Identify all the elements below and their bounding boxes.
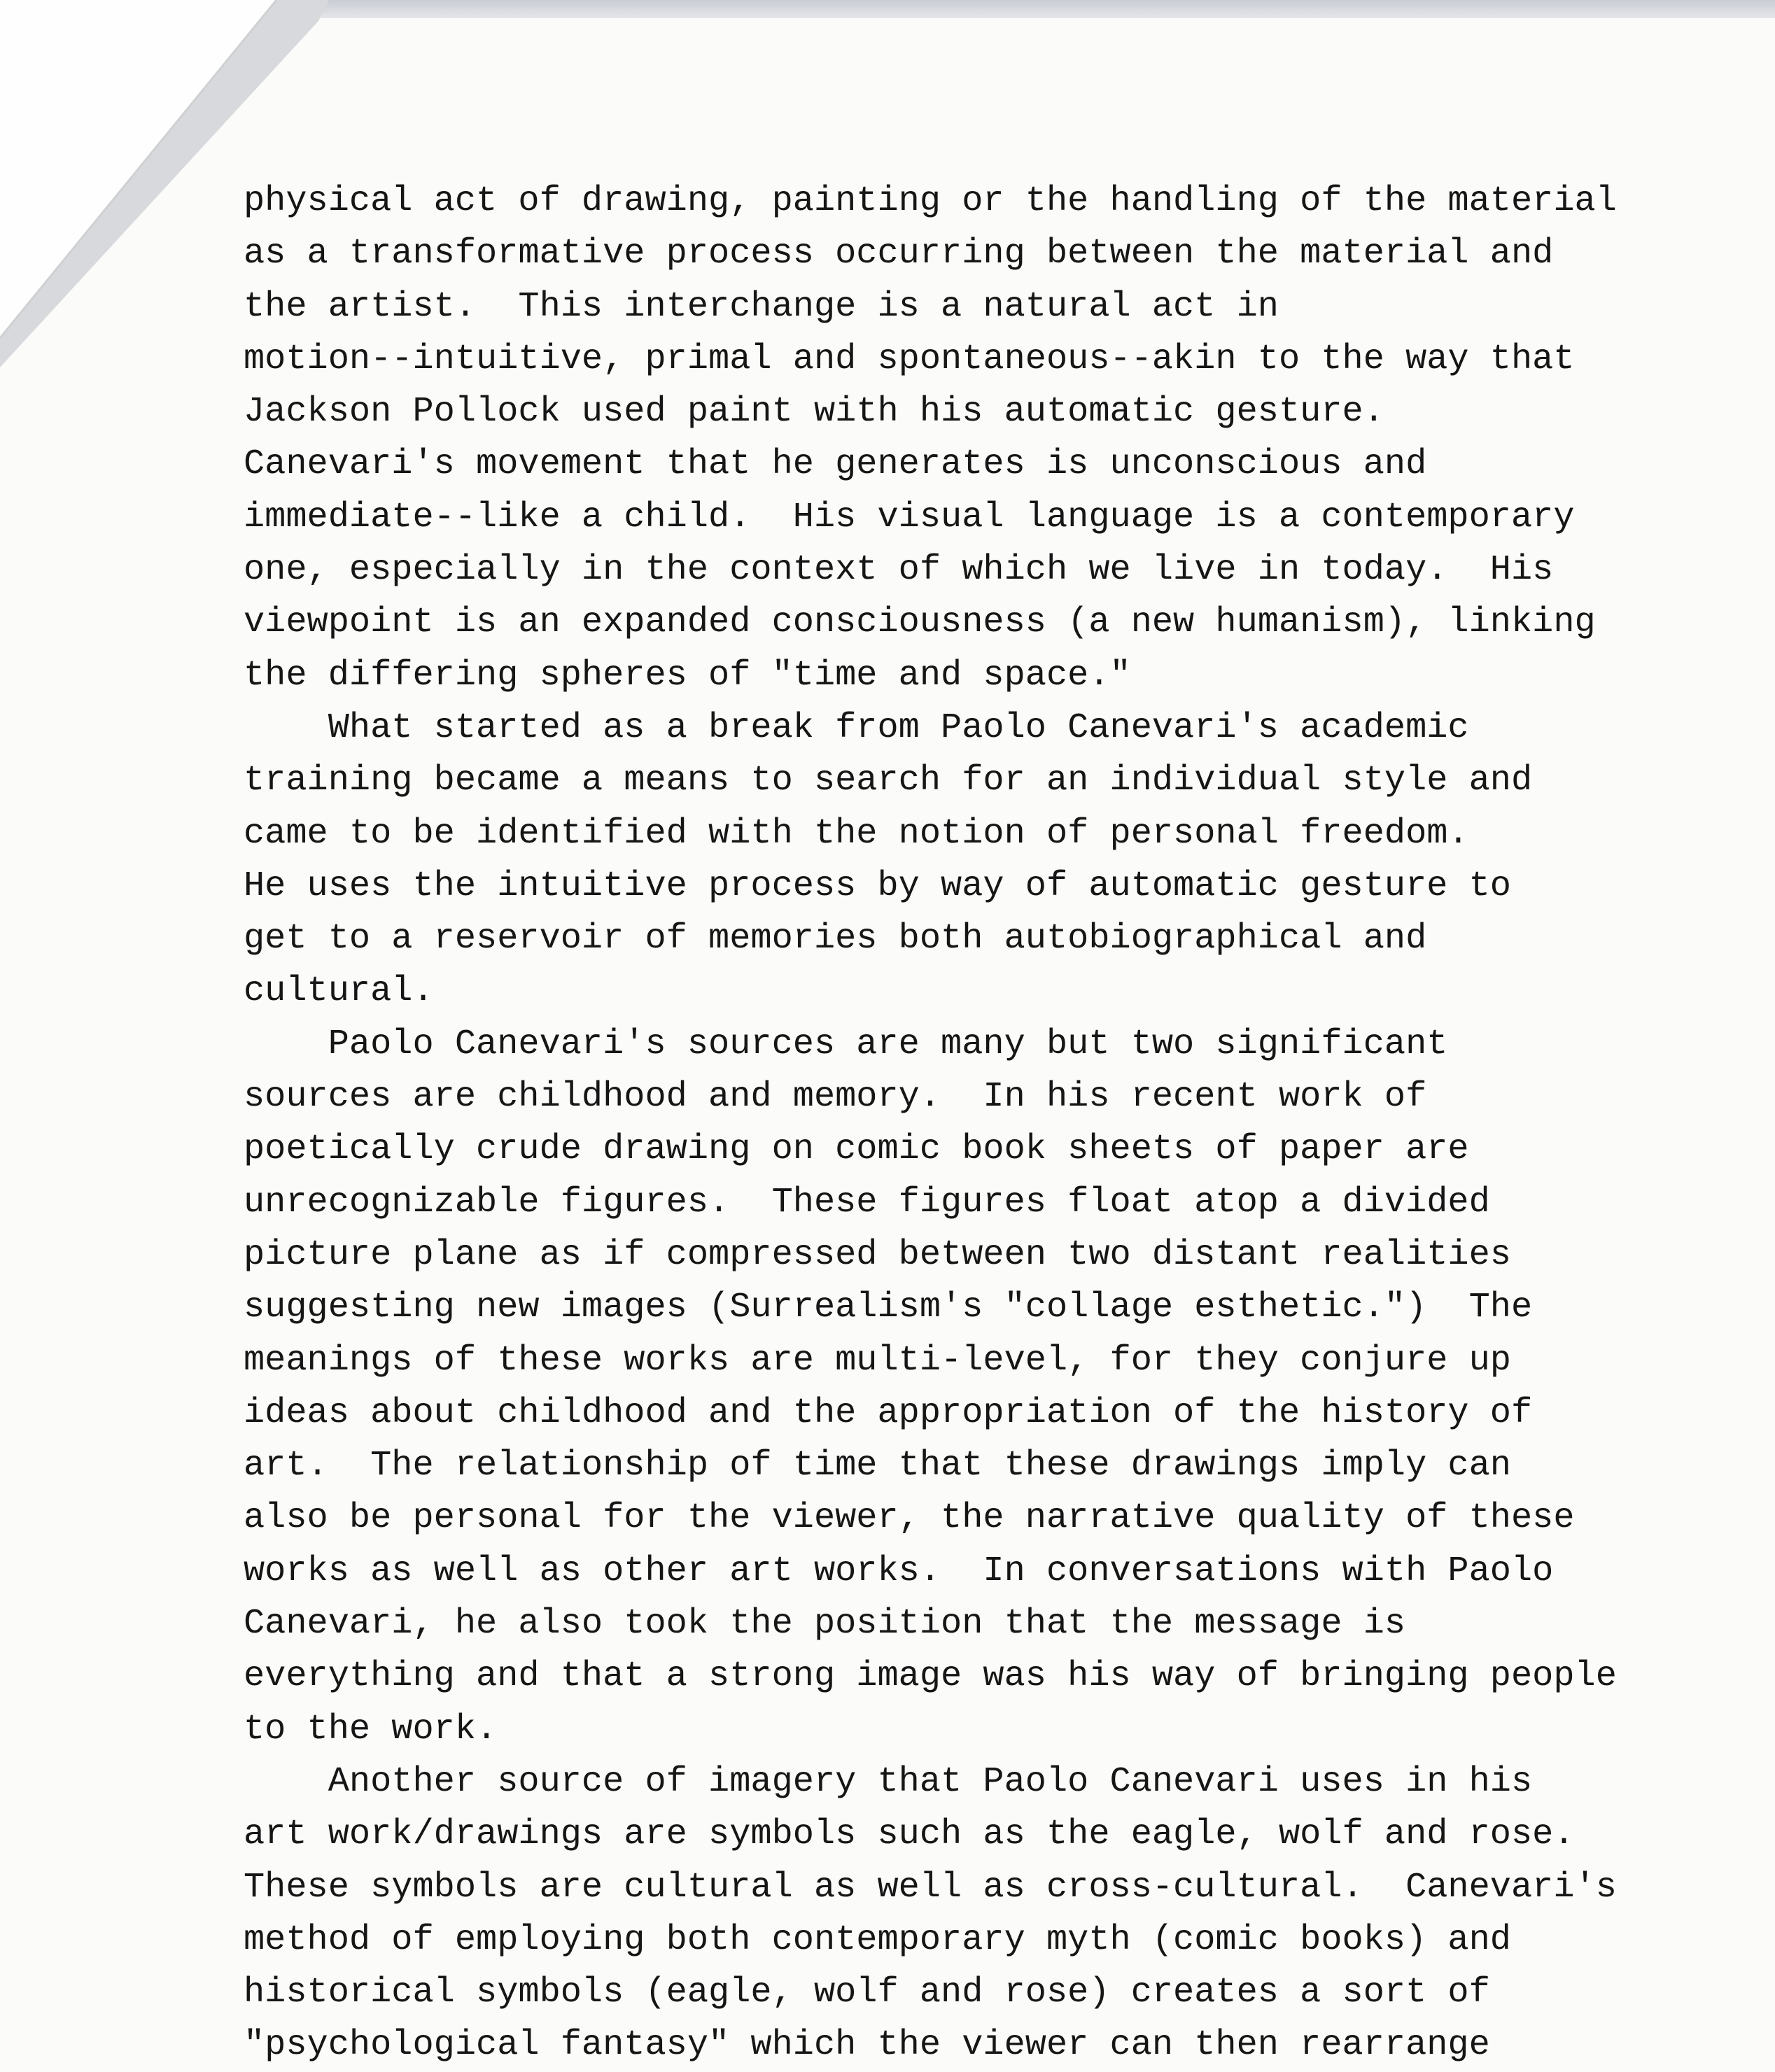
text-line: poetically crude drawing on comic book sheets of paper are bbox=[244, 1129, 1469, 1170]
text-line: art. The relationship of time that these drawings imply can bbox=[244, 1446, 1511, 1486]
text-line: picture plane as if compressed between two distant realities bbox=[244, 1234, 1511, 1275]
text-line: get to a reservoir of memories both autobiographical and bbox=[244, 919, 1427, 959]
text-line: historical symbols (eagle, wolf and rose) creates a sort of bbox=[244, 1973, 1490, 2013]
text-line: "psychological fantasy" which the viewer can then rearrange bbox=[244, 2025, 1490, 2066]
text-line: also be personal for the viewer, the narrative quality of these bbox=[244, 1498, 1575, 1539]
text-line: art work/drawings are symbols such as the eagle, wolf and rose. bbox=[244, 1814, 1575, 1855]
text-line: came to be identified with the notion of personal freedom. bbox=[244, 813, 1469, 854]
typed-document-body bbox=[244, 175, 1617, 2072]
text-line: the artist. This interchange is a natural act in bbox=[244, 286, 1279, 327]
text-line: suggesting new images (Surrealism's "collage esthetic.") The bbox=[244, 1288, 1533, 1328]
text-line: Canevari, he also took the position that the message is bbox=[244, 1604, 1406, 1644]
text-line: Paolo Canevari's sources are many but two significant bbox=[244, 1024, 1448, 1064]
text-line: meanings of these works are multi-level, for they conjure up bbox=[244, 1340, 1511, 1381]
text-line: cultural. bbox=[244, 971, 434, 1012]
text-line: method of employing both contemporary myth (comic books) and bbox=[244, 1919, 1511, 1960]
text-line: as a transformative process occurring between the material and bbox=[244, 234, 1554, 274]
text-line: works as well as other art works. In conversations with Paolo bbox=[244, 1551, 1554, 1591]
text-line: unrecognizable figures. These figures float atop a divided bbox=[244, 1182, 1490, 1222]
text-line: These symbols are cultural as well as cross-cultural. Canevari's bbox=[244, 1867, 1617, 1908]
text-line: Another source of imagery that Paolo Canevari uses in his bbox=[244, 1761, 1533, 1802]
text-line: viewpoint is an expanded consciousness (a new humanism), linking bbox=[244, 602, 1596, 643]
text-line: Jackson Pollock used paint with his automatic gesture. bbox=[244, 392, 1384, 432]
text-line: What started as a break from Paolo Canevari's academic bbox=[244, 707, 1469, 748]
text-line: Canevari's movement that he generates is unconscious and bbox=[244, 444, 1427, 485]
text-line: physical act of drawing, painting or the handling of the material bbox=[244, 181, 1617, 221]
text-line: training became a means to search for an individual style and bbox=[244, 761, 1533, 801]
text-line: the differing spheres of "time and space." bbox=[244, 655, 1131, 696]
text-line: one, especially in the context of which we live in today. His bbox=[244, 550, 1554, 591]
text-line: to the work. bbox=[244, 1709, 498, 1749]
text-line: ideas about childhood and the appropriation of the history of bbox=[244, 1393, 1533, 1433]
text-line: He uses the intuitive process by way of automatic gesture to bbox=[244, 866, 1511, 906]
text-line: motion--intuitive, primal and spontaneous--akin to the way that bbox=[244, 339, 1575, 379]
text-line: everything and that a strong image was his way of bringing people bbox=[244, 1656, 1617, 1697]
text-line: immediate--like a child. His visual language is a contemporary bbox=[244, 497, 1575, 537]
text-line: sources are childhood and memory. In his recent work of bbox=[244, 1077, 1427, 1118]
